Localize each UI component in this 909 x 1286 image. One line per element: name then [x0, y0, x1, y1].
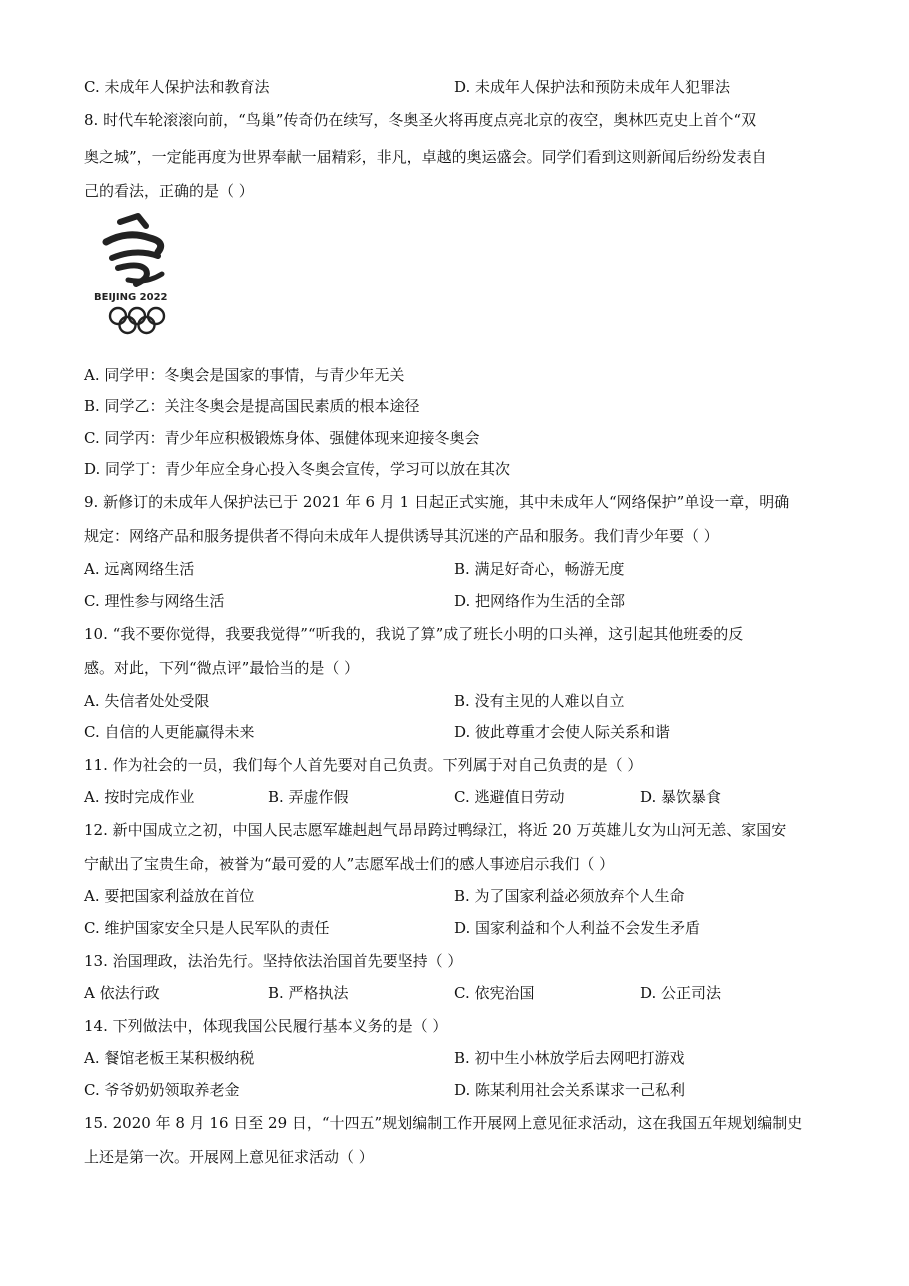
emblem-text: BEIJING 2022 [94, 292, 168, 303]
q11-stem: 11. 作为社会的一员，我们每个人首先要对自己负责。下列属于对自己负责的是（ ） [84, 756, 643, 774]
q8-stem-line1: 8. 时代车轮滚滚向前，“鸟巢”传奇仍在续写，冬奥圣火将再度点亮北京的夜空，奥林匹克史上首个“双 [84, 111, 757, 129]
q11-option-b: B. 弄虚作假 [268, 788, 349, 806]
beijing-2022-winter-olympics-logo [88, 212, 198, 342]
q14-option-c: C. 爷爷奶奶领取养老金 [84, 1081, 240, 1099]
q8-stem-line2: 奥之城”，一定能再度为世界奉献一届精彩，非凡，卓越的奥运盛会。同学们看到这则新闻后纷纷发表自 [84, 148, 767, 166]
q9-option-a: A. 远离网络生活 [84, 560, 195, 578]
q8-option-d: D. 同学丁：青少年应全身心投入冬奥会宣传，学习可以放在其次 [84, 460, 511, 478]
q14-option-b: B. 初中生小林放学后去网吧打游戏 [454, 1049, 685, 1067]
q12-stem-line2: 宁献出了宝贵生命，被誉为“最可爱的人”志愿军战士们的感人事迹启示我们（ ） [84, 855, 615, 873]
q14-option-a: A. 餐馆老板王某积极纳税 [84, 1049, 255, 1067]
q13-stem: 13. 治国理政，法治先行。坚持依法治国首先要坚持（ ） [84, 952, 463, 970]
q13-option-b: B. 严格执法 [268, 984, 349, 1002]
q7-option-d: D. 未成年人保护法和预防未成年人犯罪法 [454, 78, 731, 96]
q9-stem-line2: 规定：网络产品和服务提供者不得向未成年人提供诱导其沉迷的产品和服务。我们青少年要（ ） [84, 527, 719, 545]
q8-option-c: C. 同学丙：青少年应积极锻炼身体、强健体现来迎接冬奥会 [84, 429, 480, 447]
q10-option-c: C. 自信的人更能赢得未来 [84, 723, 255, 741]
q9-option-b: B. 满足好奇心，畅游无度 [454, 560, 625, 578]
q9-option-c: C. 理性参与网络生活 [84, 592, 225, 610]
q12-option-d: D. 国家利益和个人利益不会发生矛盾 [454, 919, 701, 937]
q15-stem-line2: 上还是第一次。开展网上意见征求活动（ ） [84, 1148, 374, 1166]
q12-option-b: B. 为了国家利益必须放弃个人生命 [454, 887, 685, 905]
q11-option-c: C. 逃避值日劳动 [454, 788, 565, 806]
q9-stem-line1: 9. 新修订的未成年人保护法已于 2021 年 6 月 1 日起正式实施，其中未成年人“网络保护”单设一章，明确 [84, 493, 790, 511]
q12-option-c: C. 维护国家安全只是人民军队的责任 [84, 919, 330, 937]
olympic-emblem-icon [88, 212, 198, 342]
q9-option-d: D. 把网络作为生活的全部 [454, 592, 626, 610]
q12-option-a: A. 要把国家利益放在首位 [84, 887, 255, 905]
q13-option-a: A 依法行政 [84, 984, 160, 1002]
q14-stem: 14. 下列做法中，体现我国公民履行基本义务的是（ ） [84, 1017, 448, 1035]
q8-option-a: A. 同学甲：冬奥会是国家的事情，与青少年无关 [84, 366, 405, 384]
q15-stem-line1: 15. 2020 年 8 月 16 日至 29 日，“十四五”规划编制工作开展网上意见征求活动，这在我国五年规划编制史 [84, 1114, 803, 1132]
q10-option-d: D. 彼此尊重才会使人际关系和谐 [454, 723, 671, 741]
q10-option-b: B. 没有主见的人难以自立 [454, 692, 625, 710]
q7-option-c: C. 未成年人保护法和教育法 [84, 78, 270, 96]
q8-stem-line3: 己的看法，正确的是（ ） [84, 182, 254, 200]
q11-option-d: D. 暴饮暴食 [640, 788, 722, 806]
q13-option-d: D. 公正司法 [640, 984, 722, 1002]
q10-stem-line2: 感。对此，下列“微点评”最恰当的是（ ） [84, 659, 360, 677]
q14-option-d: D. 陈某利用社会关系谋求一己私利 [454, 1081, 686, 1099]
q10-option-a: A. 失信者处处受限 [84, 692, 210, 710]
q12-stem-line1: 12. 新中国成立之初，中国人民志愿军雄赳赳气昂昂跨过鸭绿江，将近 20 万英雄儿女为山河无恙、家国安 [84, 821, 787, 839]
q10-stem-line1: 10. “我不要你觉得，我要我觉得”“听我的，我说了算”成了班长小明的口头禅，这引起其他班委的反 [84, 625, 744, 643]
q8-option-b: B. 同学乙：关注冬奥会是提高国民素质的根本途径 [84, 397, 420, 415]
q11-option-a: A. 按时完成作业 [84, 788, 195, 806]
q13-option-c: C. 依宪治国 [454, 984, 535, 1002]
